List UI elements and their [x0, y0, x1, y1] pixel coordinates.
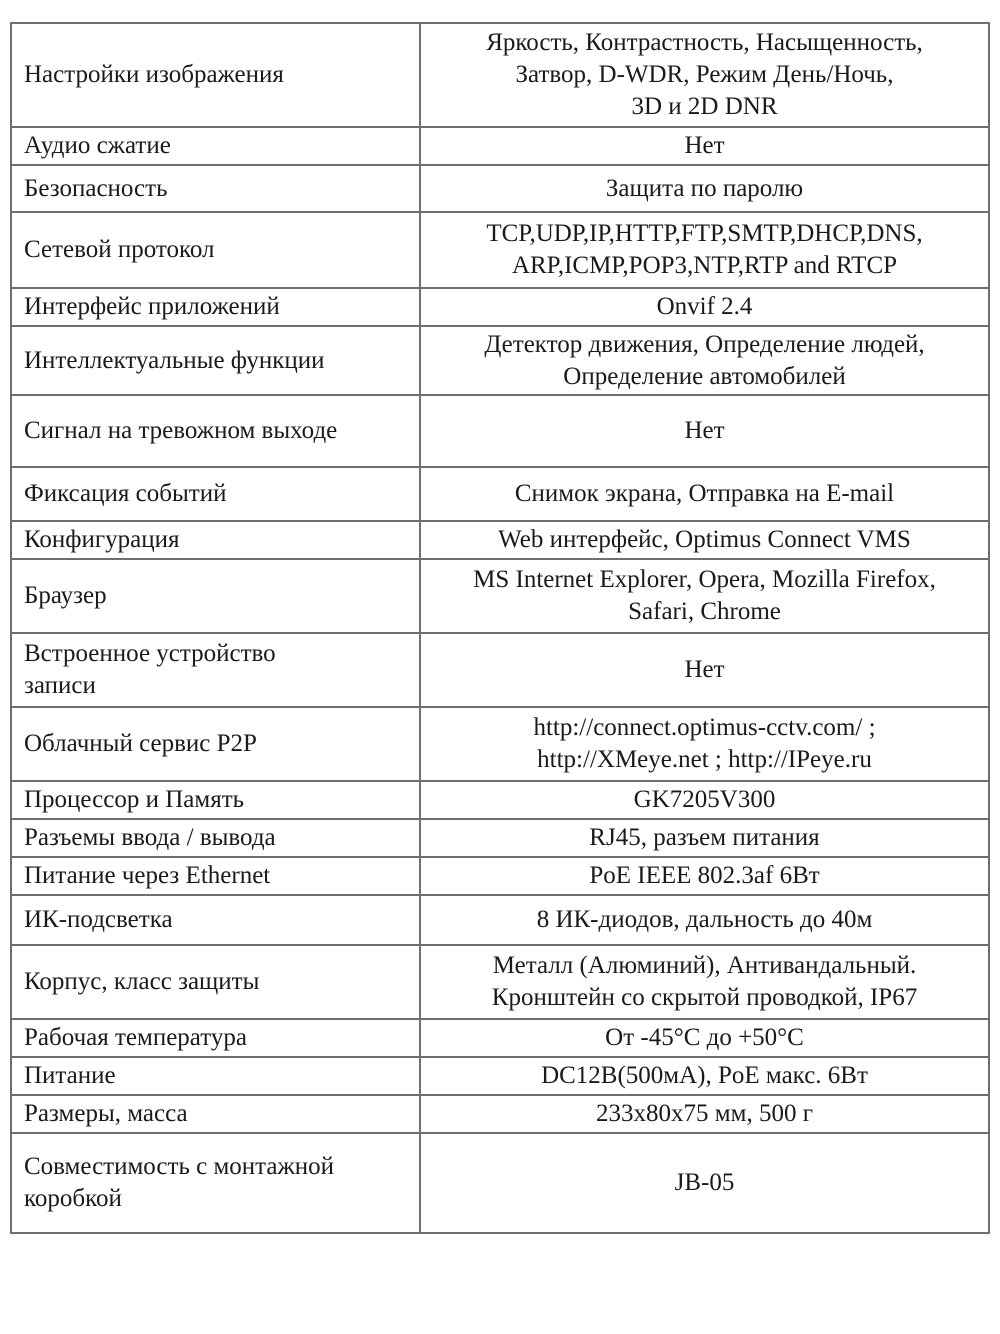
spec-table: [10, 22, 990, 1234]
value-onboard-recording: Нет: [420, 633, 989, 707]
table-row: [11, 23, 989, 127]
value-cloud-p2p: http://connect.optimus-cctv.com/ ; http://XMeye.net ; http://IPeye.ru: [420, 707, 989, 781]
param-processor-memory: Процессор и Память: [11, 781, 420, 819]
value-power: DC12В(500мА), PoE макс. 6Вт: [420, 1057, 989, 1095]
param-security: Безопасность: [11, 165, 420, 212]
param-junction-box: Совместимость с монтажной коробкой: [11, 1133, 420, 1233]
value-smart-functions: Детектор движения, Определение людей, Определение автомобилей: [420, 326, 989, 395]
value-browser: MS Internet Explorer, Opera, Mozilla Firefox, Safari, Chrome: [420, 559, 989, 633]
param-image-settings: Настройки изображения: [11, 23, 420, 127]
table-row: [11, 559, 989, 633]
value-security: Защита по паролю: [420, 165, 989, 212]
param-smart-functions: Интеллектуальные функции: [11, 326, 420, 395]
value-junction-box: JB-05: [420, 1133, 989, 1233]
table-row: [11, 395, 989, 467]
table-row: [11, 212, 989, 288]
value-event-capture: Снимок экрана, Отправка на E-mail: [420, 467, 989, 521]
value-poe: PoE IEEE 802.3af 6Вт: [420, 857, 989, 895]
value-io-connectors: RJ45, разъем питания: [420, 819, 989, 857]
value-alarm-output: Нет: [420, 395, 989, 467]
table-row: [11, 945, 989, 1019]
table-row: [11, 467, 989, 521]
value-configuration: Web интерфейс, Optimus Connect VMS: [420, 521, 989, 559]
value-ir-illumination: 8 ИК-диодов, дальность до 40м: [420, 895, 989, 945]
table-row: [11, 1019, 989, 1057]
value-network-protocol: TCP,UDP,IP,HTTP,FTP,SMTP,DHCP,DNS, ARP,ICMP,POP3,NTP,RTP and RTCP: [420, 212, 989, 288]
value-api: Onvif 2.4: [420, 288, 989, 326]
param-api: Интерфейс приложений: [11, 288, 420, 326]
param-event-capture: Фиксация событий: [11, 467, 420, 521]
table-row: [11, 326, 989, 395]
param-power: Питание: [11, 1057, 420, 1095]
value-processor-memory: GK7205V300: [420, 781, 989, 819]
table-row: [11, 1057, 989, 1095]
param-housing-protection: Корпус, класс защиты: [11, 945, 420, 1019]
param-configuration: Конфигурация: [11, 521, 420, 559]
param-audio-compression: Аудио сжатие: [11, 127, 420, 165]
param-onboard-recording: Встроенное устройство записи: [11, 633, 420, 707]
table-row: [11, 165, 989, 212]
table-row: [11, 707, 989, 781]
table-row: [11, 781, 989, 819]
table-row: [11, 857, 989, 895]
table-row: [11, 895, 989, 945]
table-row: [11, 127, 989, 165]
param-alarm-output: Сигнал на тревожном выходе: [11, 395, 420, 467]
param-cloud-p2p: Облачный сервис P2P: [11, 707, 420, 781]
value-image-settings: Яркость, Контрастность, Насыщенность, Затвор, D-WDR, Режим День/Ночь, 3D и 2D DNR: [420, 23, 989, 127]
table-row: [11, 633, 989, 707]
table-row: [11, 521, 989, 559]
value-operating-temperature: От -45°C до +50°C: [420, 1019, 989, 1057]
param-network-protocol: Сетевой протокол: [11, 212, 420, 288]
param-io-connectors: Разъемы ввода / вывода: [11, 819, 420, 857]
param-dimensions-weight: Размеры, масса: [11, 1095, 420, 1133]
value-audio-compression: Нет: [420, 127, 989, 165]
value-housing-protection: Металл (Алюминий), Антивандальный. Кронштейн со скрытой проводкой, IP67: [420, 945, 989, 1019]
table-row: [11, 819, 989, 857]
param-ir-illumination: ИК-подсветка: [11, 895, 420, 945]
table-row: [11, 1095, 989, 1133]
param-browser: Браузер: [11, 559, 420, 633]
value-dimensions-weight: 233х80х75 мм, 500 г: [420, 1095, 989, 1133]
param-operating-temperature: Рабочая температура: [11, 1019, 420, 1057]
param-poe: Питание через Ethernet: [11, 857, 420, 895]
table-row: [11, 1133, 989, 1233]
table-row: [11, 288, 989, 326]
